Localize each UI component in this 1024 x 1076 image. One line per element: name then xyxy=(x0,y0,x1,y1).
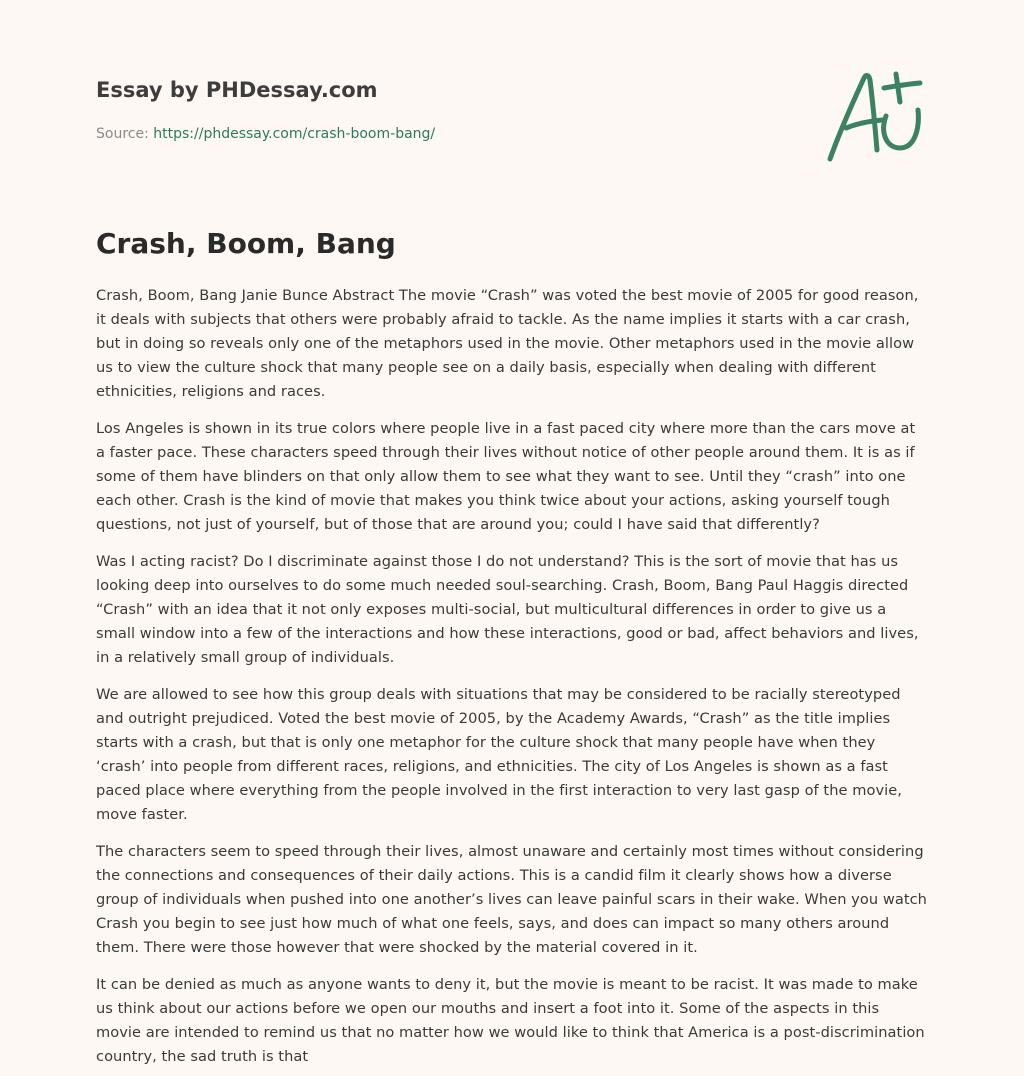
article-paragraph: It can be denied as much as anyone wants to deny it, but the movie is meant to be racist. It was made to make us think about our actions before we open our mouths and insert a foot into it. Some of the aspects in this movie are intended to remind us that no matter how we would like to think that America is a post-discrimination country, the sad truth is that xyxy=(96,976,925,1065)
page-header xyxy=(96,76,936,176)
article-paragraph: We are allowed to see how this group deals with situations that may be considered to be racially stereotyped and outright prejudiced. Voted the best movie of 2005, by the Academy Awards, “Crash” as the title implies starts with a crash, but that is only one metaphor for the culture shock that many people have when they ‘crash’ into people from different races, religions, and ethnicities. The city of Los Angeles is shown as a fast paced place where everything from the people involved in the first interaction to very last gasp of the movie, move faster. xyxy=(96,686,902,823)
source-line xyxy=(96,124,936,144)
article-title: Crash, Boom, Bang xyxy=(96,227,396,260)
a-plus-logo-icon xyxy=(820,66,930,166)
site-brand: Essay by PHDessay.com xyxy=(96,78,378,102)
article-paragraph: Los Angeles is shown in its true colors where people live in a fast paced city where more than the cars move at a faster pace. These characters speed through their lives without notice of other people around them. It is as if some of them have blinders on that only allow them to see what they want to see. Until they “crash” into one each other. Crash is the kind of movie that makes you think twice about your actions, asking yourself tough questions, not just of yourself, but of those that are around you; could I have said that differently? xyxy=(96,420,916,533)
article-paragraph: Crash, Boom, Bang Janie Bunce Abstract The movie “Crash” was voted the best movie of 2005 for good reason, it deals with subjects that others were probably afraid to tackle. As the name implies it starts with a car crash, but in doing so reveals only one of the metaphors used in the movie. Other metaphors used in the movie allow us to view the culture shock that many people see on a daily basis, especially when dealing with different ethnicities, religions and races. xyxy=(96,287,919,400)
source-link[interactable]: https://phdessay.com/crash-boom-bang/ xyxy=(153,126,436,142)
article-body xyxy=(96,284,928,1076)
source-label: Source: xyxy=(96,126,149,142)
article-paragraph: Was I acting racist? Do I discriminate against those I do not understand? This is the sort of movie that has us looking deep into ourselves to do some much needed soul-searching. Crash, Boom, Bang Paul Haggis directed “Crash” with an idea that it not only exposes multi-social, but multicultural differences in order to give us a small window into a few of the interactions and how these interactions, good or bad, affect behaviors and lives, in a relatively small group of individuals. xyxy=(96,553,919,666)
article-paragraph: The characters seem to speed through their lives, almost unaware and certainly most times without considering the connections and consequences of their daily actions. This is a candid film it clearly shows how a diverse group of individuals when pushed into one another’s lives can leave painful scars in their wake. When you watch Crash you begin to see just how much of what one feels, says, and does can impact so many others around them. There were those however that were shocked by the material covered in it. xyxy=(96,843,927,956)
